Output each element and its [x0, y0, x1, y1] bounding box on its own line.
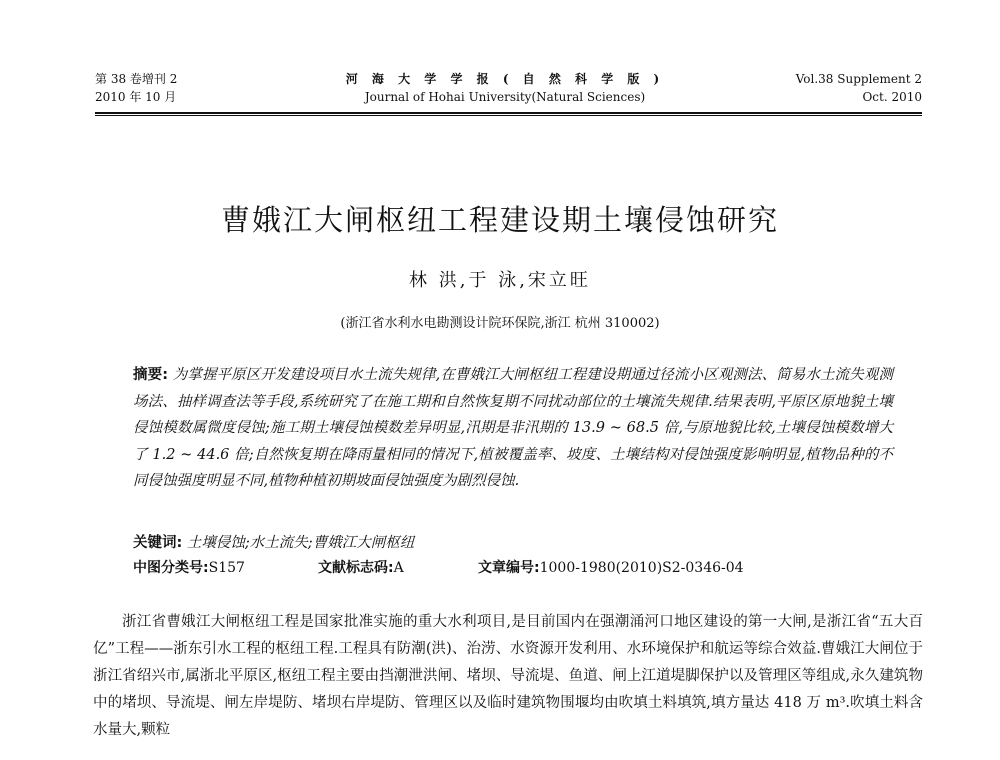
doc-code-label: 文献标志码: [318, 560, 394, 576]
affiliation: (浙江省水利水电勘测设计院环保院,浙江 杭州 310002) [340, 316, 660, 331]
abstract [133, 362, 893, 495]
body-paragraph: 浙江省曹娥江大闸枢纽工程是国家批准实施的重大水利项目,是目前国内在强潮涌河口地区建设的第一大闸,是浙江省“五大百亿”工程——浙东引水工程的枢纽工程.工程具有防潮(洪)、治涝、水资源开发利用、水环境保护和航运等综合效益.曹娥江大闸位于浙江省绍兴市,属浙北平原区,枢纽工程主要由挡潮泄洪闸、堵坝、导流堤、鱼道、闸上江道堤脚保护以及管理区等组成,永久建筑物中的堵坝、导流堤、闸左岸堤防、堵坝右岸堤防、管理区以及临时建筑物围堰均由吹填土料填筑,填方量达 418 万 m³.吹填土料含水量大,颗粒 [93, 614, 923, 738]
journal-volume-info-english [796, 70, 922, 106]
journal-volume-info [95, 70, 177, 106]
article-no-value: 1000-1980(2010)S2-0346-04 [539, 560, 744, 576]
article-number [478, 556, 744, 580]
classification-line [133, 556, 893, 580]
publication-date: 2010 年 10 月 [95, 90, 177, 104]
doc-code-value: A [393, 560, 404, 576]
keywords-label: 关键词: [133, 535, 183, 551]
keywords-text: 土壤侵蚀;水土流失;曹娥江大闸枢纽 [182, 535, 415, 551]
journal-name-block [340, 70, 670, 106]
journal-name-chinese: 河 海 大 学 学 报 ( 自 然 科 学 版 ) [345, 72, 665, 86]
keywords [133, 531, 893, 555]
journal-name-english: Journal of Hohai University(Natural Sciences) [364, 90, 646, 104]
clc-number [133, 556, 318, 580]
article-no-label: 文章编号: [478, 560, 540, 576]
abstract-text: 为掌握平原区开发建设项目水土流失规律,在曹娥江大闸枢纽工程建设期通过径流小区观测法、简易水土流失观测场法、抽样调查法等手段,系统研究了在施工期和自然恢复期不同扰动部位的土壤流失规律.结果表明,平原区原地貌土壤侵蚀模数属微度侵蚀;施工期土壤侵蚀模数差异明显,汛期是非汛期的 13.9 ~ 68.5 倍,与原地貌比较,土壤侵蚀模数增大了 1.2 ~ 44.6 倍;自然恢复期在降雨量相同的情况下,植被覆盖率、坡度、土壤结构对侵蚀强度影响明显,植物品种的不同侵蚀强度明显不同,植物种植初期坡面侵蚀强度为剧烈侵蚀. [133, 367, 893, 489]
header-rule [95, 112, 922, 114]
publication-date-english: Oct. 2010 [862, 90, 922, 104]
clc-value: S157 [208, 560, 245, 576]
clc-label: 中图分类号: [133, 560, 209, 576]
abstract-label: 摘要: [133, 367, 169, 383]
authors: 林 洪,于 泳,宋立旺 [409, 270, 591, 291]
document-code [318, 556, 478, 580]
article-title: 曹娥江大闸枢纽工程建设期土壤侵蚀研究 [220, 203, 779, 237]
header-rule-thin [95, 115, 922, 116]
volume-issue: 第 38 卷增刊 2 [95, 72, 178, 86]
volume-supplement: Vol.38 Supplement 2 [795, 72, 922, 86]
